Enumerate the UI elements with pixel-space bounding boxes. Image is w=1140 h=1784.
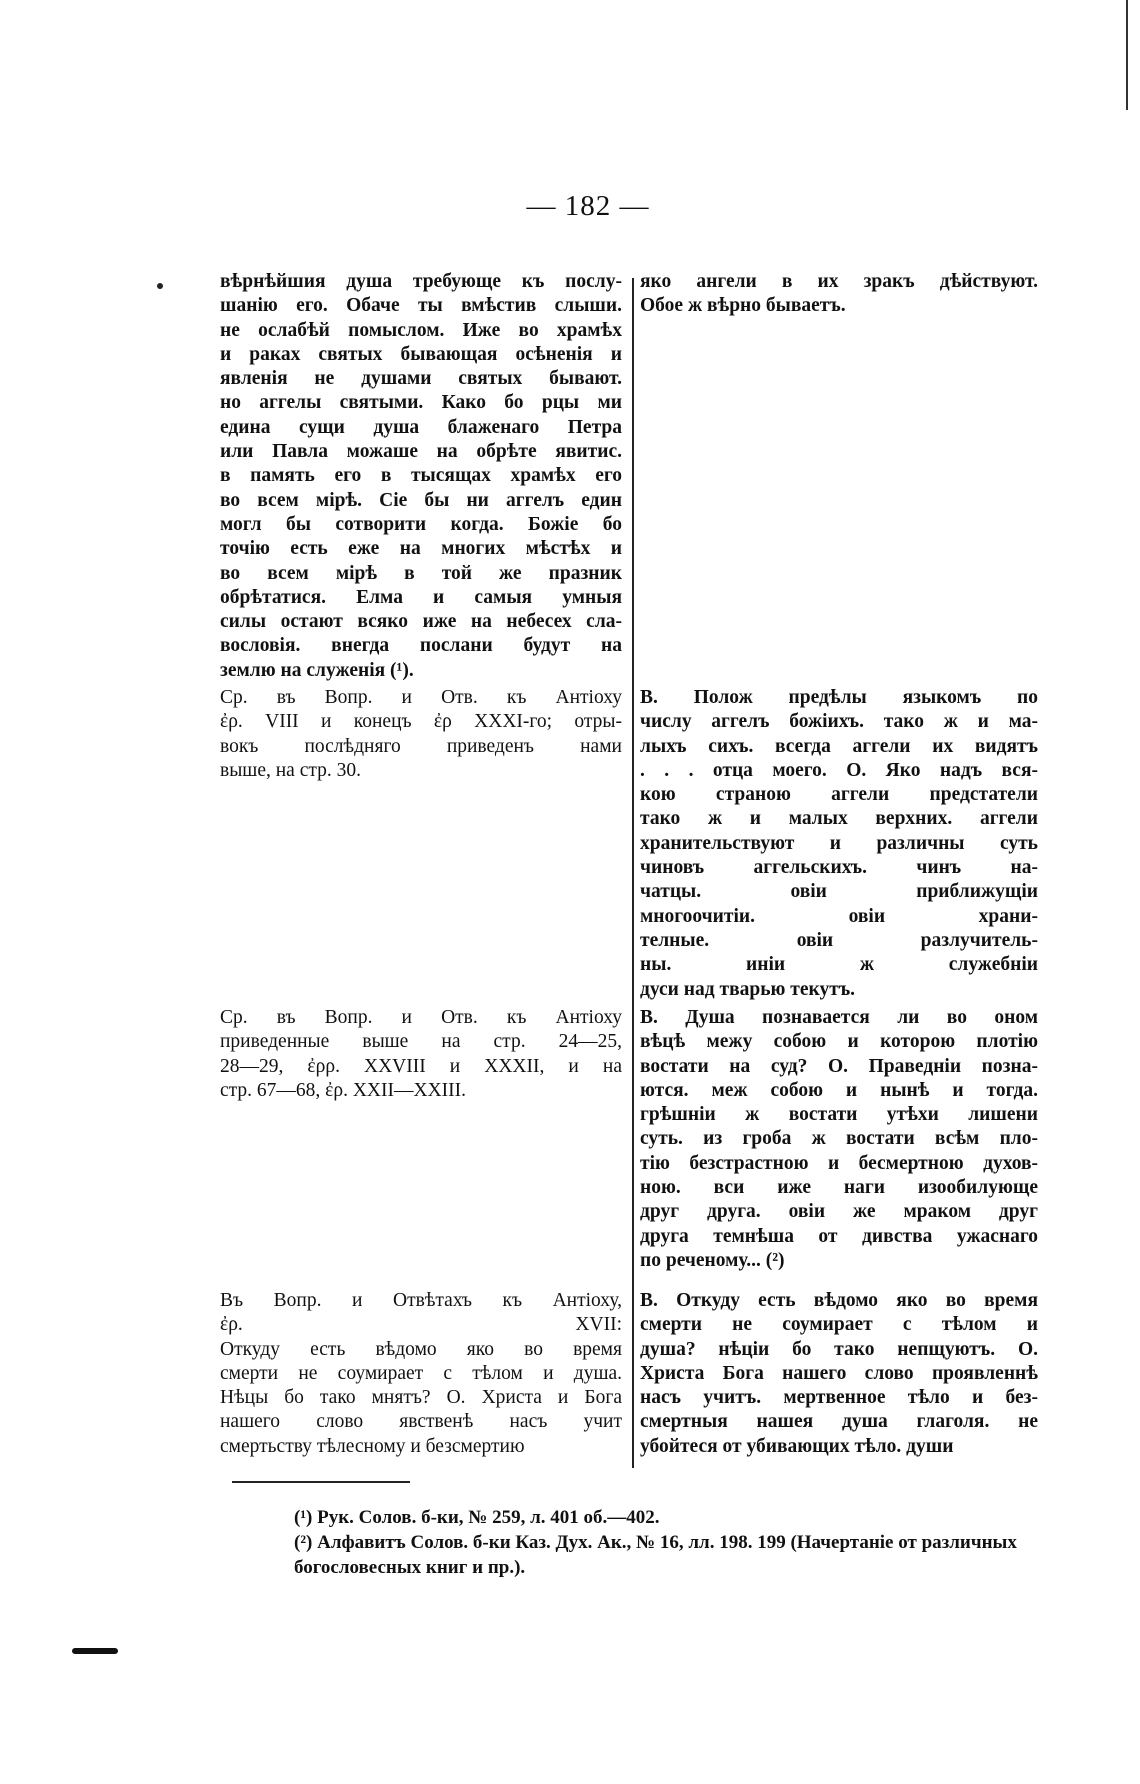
text-line: по реченому... (²) bbox=[640, 1249, 785, 1271]
text-line: во всем мірѣ. Сіе бы ни аггелъ един bbox=[220, 489, 622, 511]
text-line: вокъ послѣдняго приведенъ нами bbox=[220, 735, 622, 757]
text-line: насъ учитъ. мертвенное тѣло и без- bbox=[640, 1387, 1038, 1409]
text-line: суть. из гроба ж востати всѣм пло- bbox=[640, 1128, 1038, 1150]
text-line: в память его в тысящах храмѣх его bbox=[220, 465, 622, 487]
text-line: выше, на стр. 30. bbox=[220, 759, 361, 781]
text-line: тію безстрастною и бесмертною духов- bbox=[640, 1152, 1038, 1174]
right-paragraph-2 bbox=[640, 686, 1038, 1002]
text-line: Нѣцы бо тако мнятъ? О. Христа и Бога bbox=[220, 1387, 622, 1409]
margin-dot bbox=[157, 283, 163, 289]
text-line: Ср. въ Вопр. и Отв. къ Антіоху bbox=[220, 687, 622, 708]
left-paragraph-1 bbox=[220, 270, 622, 683]
margin-dash-mark bbox=[72, 1648, 118, 1654]
footnote-rule bbox=[232, 1481, 410, 1483]
right-paragraph-3 bbox=[640, 1006, 1038, 1273]
footnote-1: (¹) Рук. Солов. б-ки, № 259, л. 401 об.—402. bbox=[294, 1507, 660, 1528]
text-line: и раках святых бывающая осѣненія и bbox=[220, 343, 622, 365]
text-line: стр. 67—68, ἐρ. XXII—XXIII. bbox=[220, 1079, 467, 1101]
text-line: землю на служенія (¹). bbox=[220, 659, 414, 681]
text-line: грѣшніи ж востати утѣхи лишени bbox=[640, 1104, 1038, 1126]
text-line: хранительствуют и различны суть bbox=[640, 832, 1038, 854]
text-line: В. Душа познавается ли во оном bbox=[640, 1007, 1038, 1028]
text-line: . . . отца моего. О. Яко надъ вся- bbox=[640, 759, 1038, 781]
text-line: вословія. внегда послани будут на bbox=[220, 635, 622, 657]
text-line: тако ж и малых верхних. аггели bbox=[640, 808, 1038, 830]
right-paragraph-4 bbox=[640, 1289, 1038, 1459]
text-line: дуси над тварью текутъ. bbox=[640, 978, 856, 1000]
text-line: ἐρ. XVII: bbox=[220, 1314, 622, 1336]
text-line: многоочитіи. овіи храни- bbox=[640, 905, 1038, 927]
text-line: смертныя нашея душа глаголя. не bbox=[640, 1411, 1038, 1433]
text-line: смерти не соумирает с тѣлом и bbox=[640, 1314, 1038, 1336]
text-line: силы остают всяко иже на небесех сла- bbox=[220, 611, 622, 633]
text-line: явленія не душами святых бывают. bbox=[220, 368, 622, 390]
text-line: яко ангели в их зракъ дѣйствуют. bbox=[640, 271, 1038, 292]
text-line: вѣцѣ межу собою и которою плотію bbox=[640, 1031, 1038, 1053]
text-line: 28—29, ἐρρ. XXVIII и XXXII, и на bbox=[220, 1055, 622, 1077]
text-line: не ослабѣй помыслом. Иже во храмѣх bbox=[220, 319, 622, 341]
text-line: В. Откуду есть вѣдомо яко во время bbox=[640, 1290, 1038, 1311]
edge-scan-line bbox=[1126, 0, 1128, 110]
left-paragraph-3 bbox=[220, 1006, 622, 1103]
footnote-2: (²) Алфавитъ Солов. б-ки Каз. Дух. Ак., № 16, лл. 198. 199 (Начертаніе от различных богословесных книг и пр.). bbox=[294, 1532, 1017, 1578]
text-line: Откуду есть вѣдомо яко во время bbox=[220, 1338, 622, 1360]
text-line: ны. иніи ж служебніи bbox=[640, 954, 1038, 976]
text-line: приведенные выше на стр. 24—25, bbox=[220, 1031, 622, 1053]
text-line: В. Полож предѣлы языкомъ по bbox=[640, 687, 1038, 708]
text-line: Ср. въ Вопр. и Отв. къ Антіоху bbox=[220, 1007, 622, 1028]
text-line: едина сущи душа блаженаго Петра bbox=[220, 416, 622, 438]
text-line: шанію его. Обаче ты вмѣстив слыши. bbox=[220, 295, 622, 317]
text-line: смерти не соумирает с тѣлом и душа. bbox=[220, 1362, 622, 1384]
text-line: во всем мірѣ в той же празник bbox=[220, 562, 622, 584]
left-paragraph-4 bbox=[220, 1289, 622, 1459]
text-line: Христа Бога нашего слово проявленнѣ bbox=[640, 1362, 1038, 1384]
text-line: друг друга. овіи же мраком друг bbox=[640, 1201, 1038, 1223]
text-line: обрѣтатися. Елма и самыя умныя bbox=[220, 586, 622, 608]
column-divider bbox=[632, 278, 634, 1468]
footnotes bbox=[218, 1505, 1038, 1580]
text-line: числу аггелъ божіихъ. тако ж и ма- bbox=[640, 711, 1038, 733]
right-paragraph-1 bbox=[640, 270, 1038, 319]
left-paragraph-2 bbox=[220, 686, 622, 783]
text-line: ются. меж собою и нынѣ и тогда. bbox=[640, 1079, 1038, 1101]
text-line: Обое ж вѣрно бываетъ. bbox=[640, 295, 846, 317]
text-line: ною. вси иже наги изообилующе bbox=[640, 1177, 1038, 1199]
text-line: или Павла можаше на обрѣте явитис. bbox=[220, 441, 622, 463]
text-line: точію есть еже на многих мѣстѣх и bbox=[220, 538, 622, 560]
text-line: вѣрнѣйшия душа требующе къ послу- bbox=[220, 271, 622, 292]
text-line: востати на суд? О. Праведніи позна- bbox=[640, 1055, 1038, 1077]
text-line: убойтеся от убивающих тѣло. души bbox=[640, 1435, 954, 1457]
text-line: могл бы сотворити когда. Божіе бо bbox=[220, 513, 622, 535]
text-line: друга темнѣша от дивства ужаснаго bbox=[640, 1225, 1038, 1247]
text-line: телные. овіи разлучитель- bbox=[640, 929, 1038, 951]
text-line: нашего слово явственѣ насъ учит bbox=[220, 1411, 622, 1433]
text-line: ἐρ. VIII и конецъ ἐρ XXXI-го; отры- bbox=[220, 711, 622, 733]
text-line: Въ Вопр. и Отвѣтахъ къ Антіоху, bbox=[220, 1290, 622, 1311]
text-line: смертьству тѣлесному и безсмертию bbox=[220, 1435, 525, 1457]
text-line: лыхъ сихъ. всегда аггели их видятъ bbox=[640, 735, 1038, 757]
text-line: душа? нѣціи бо тако непщуютъ. О. bbox=[640, 1338, 1038, 1360]
text-line: чатцы. овіи приближущіи bbox=[640, 881, 1038, 903]
text-line: но аггелы святыми. Како бо рцы ми bbox=[220, 392, 622, 414]
text-line: кою страною аггели предстатели bbox=[640, 784, 1038, 806]
text-line: чиновъ аггельскихъ. чинъ на- bbox=[640, 857, 1038, 879]
page-number: — 182 — bbox=[526, 190, 650, 222]
